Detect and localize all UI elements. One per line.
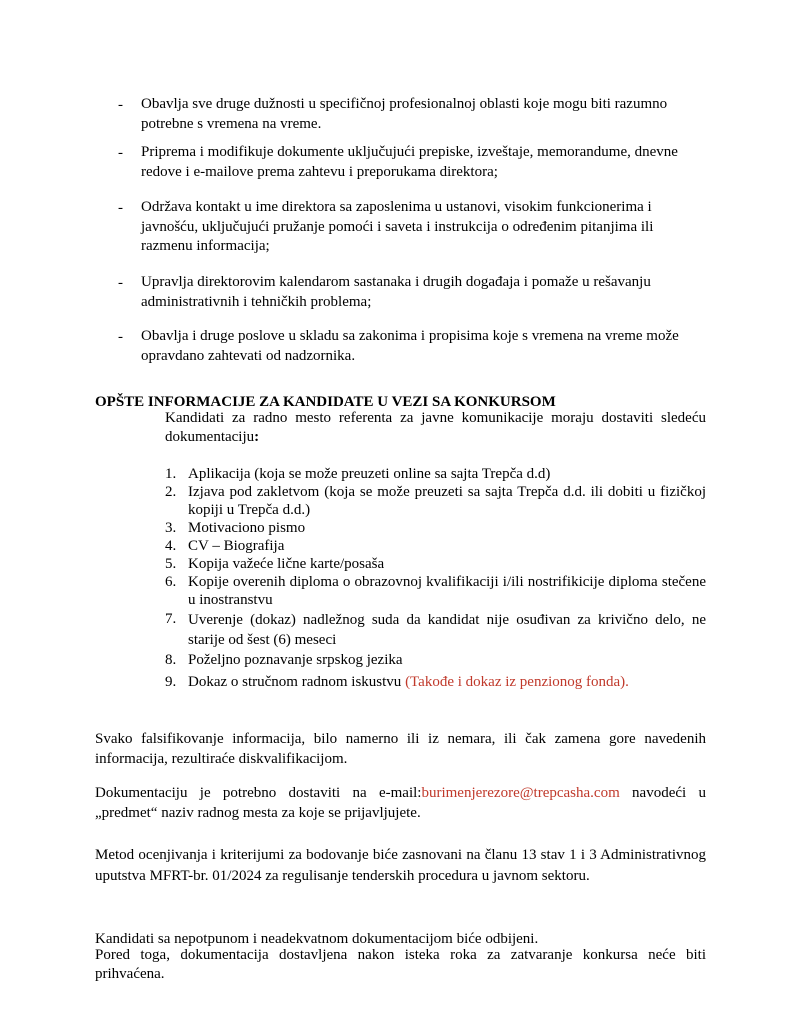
duty-text: Obavlja sve druge dužnosti u specifičnoj profesionalnoj oblasti koje mogu biti razumno potrebne s vremena na vreme.: [141, 96, 668, 132]
item-label: Aplikacija (koja se može preuzeti online sa sajta Trepča d.d): [188, 466, 551, 482]
item-label: CV – Biografija: [188, 538, 285, 554]
item-number: 1.: [165, 466, 177, 482]
item-number: 5.: [165, 556, 177, 572]
item-text: [188, 465, 706, 483]
submission-text-after: navodeći u „predmet“ naziv radnog mesta za koje se prijavljujete.: [95, 785, 706, 821]
item-number: 8.: [165, 652, 177, 668]
duty-text: Održava kontakt u ime direktora sa zaposlenima u ustanovi, visokim funkcionerima i javnošću, uključujući pružanje pomoći i saveta i instrukcija o određenim pitanjima ili razmenu informacija;: [141, 199, 654, 254]
item-number: 2.: [165, 484, 177, 500]
item-number: 4.: [165, 538, 177, 554]
item-number: 7.: [165, 611, 177, 627]
item-text: [188, 519, 706, 537]
item-number: 3.: [165, 520, 177, 536]
item-number: 9.: [165, 674, 177, 690]
item-text: [188, 483, 706, 519]
email-link[interactable]: burimenjerezore@trepcasha.com: [421, 785, 620, 801]
bullet-dash: -: [118, 200, 123, 216]
intro-colon: :: [254, 429, 260, 445]
intro-paragraph: [165, 409, 706, 447]
rejection-line-2: Pored toga, dokumentacija dostavljena nakon isteka roka za zatvaranje konkursa neće biti prihvaćena.: [95, 947, 706, 982]
falsification-paragraph: Svako falsifikovanje informacija, bilo namerno ili iz nemara, ili čak zamena gore navedenih informacija, rezultiraće diskvalifikacijom.: [95, 731, 706, 767]
bullet-dash: -: [118, 275, 123, 291]
duty-text: Upravlja direktorovim kalendarom sastanaka i drugih događaja i pomaže u rešavanju administrativnih i tehničkih problema;: [141, 274, 651, 310]
item-text: [188, 673, 706, 691]
rejection-line-1: Kandidati sa nepotpunom i neadekvatnom dokumentacijom biće odbijeni.: [95, 931, 539, 947]
item-label: Dokaz o stručnom radnom iskustvu: [188, 674, 406, 690]
item-label: Uverenje (dokaz) nadležnog suda da kandidat nije osuđivan za krivično delo, ne starije od šest (6) meseci: [188, 612, 706, 648]
bullet-dash: -: [118, 97, 123, 113]
bullet-dash: -: [118, 329, 123, 345]
item-label: Kopija važeće lične karte/posaša: [188, 556, 385, 572]
item-text: [188, 610, 706, 650]
item-text: [188, 537, 706, 555]
intro-text: Kandidati za radno mesto referenta za javne komunikacije moraju dostaviti sledeću dokumentaciju: [165, 410, 706, 445]
duty-text: Priprema i modifikuje dokumente uključujući prepiske, izveštaje, memorandume, dnevne redove i e-mailove prema zahtevu i preporukama direktora;: [141, 144, 678, 180]
item-number: 6.: [165, 574, 177, 590]
item-note: (Takođe i dokaz iz penzionog fonda).: [405, 674, 629, 690]
item-label: Poželjno poznavanje srpskog jezika: [188, 652, 403, 668]
item-text: [188, 573, 706, 609]
duty-text: Obavlja i druge poslove u skladu sa zakonima i propisima koje s vremena na vreme može opravdano zahtevati od nadzornika.: [141, 328, 679, 364]
section-heading: OPŠTE INFORMACIJE ZA KANDIDATE U VEZI SA KONKURSOM: [95, 394, 556, 410]
item-text: [188, 555, 706, 573]
submission-paragraph: [95, 783, 706, 823]
item-text: [188, 651, 706, 669]
item-label: Motivaciono pismo: [188, 520, 306, 536]
item-label: Kopije overenih diploma o obrazovnoj kvalifikaciji i/ili nostrifikicije diploma stečene u inostranstvu: [188, 574, 706, 608]
bullet-dash: -: [118, 145, 123, 161]
evaluation-paragraph: Metod ocenjivanja i kriterijumi za bodovanje biće zasnovani na članu 13 stav 1 i 3 Administrativnog uputstva MFRT-br. 01/2024 za regulisanje tenderskih procedura u javnom sektoru.: [95, 847, 706, 884]
item-label: Izjava pod zakletvom (koja se može preuzeti sa sajta Trepča d.d. ili dobiti u fizičkoj kopiji u Trepča d.d.): [188, 484, 706, 518]
submission-text-before: Dokumentaciju je potrebno dostaviti na e-mail:: [95, 785, 422, 801]
